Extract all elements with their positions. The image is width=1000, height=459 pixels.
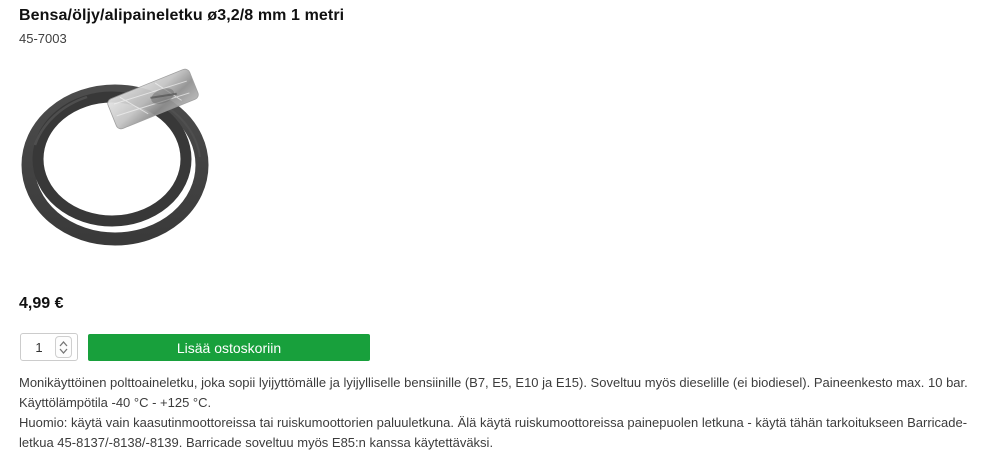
- purchase-row: [20, 333, 370, 361]
- product-title: Bensa/öljy/alipaineletku ø3,2/8 mm 1 metri: [19, 7, 345, 24]
- product-price: 4,99 €: [19, 295, 64, 312]
- add-to-cart-button[interactable]: Lisää ostoskoriin: [88, 334, 370, 361]
- quantity-spinner[interactable]: [55, 336, 72, 358]
- product-image: [17, 67, 219, 253]
- description-paragraph-2: Huomio: käytä vain kaasutinmoottoreissa tai ruiskumoottorien paluuletkuna. Älä käytä ruiskumoottoreissa painepuolen letkuna - käytä tähän tarkoitukseen Barricade-letkua 45-8137/-8138/-8139. Barricade soveltuu myös E85:n kanssa käytettäväksi.: [19, 415, 968, 450]
- description-paragraph-1: Monikäyttöinen polttoaineletku, joka sopii lyijyttömälle ja lyijylliselle bensiinille (B7, E5, E10 ja E15). Soveltuu myös dieselille (ei biodiesel). Paineenkesto max. 10 bar. Käyttölämpötila -40 °C - +125 °C.: [19, 375, 968, 410]
- product-description: [19, 373, 977, 453]
- hose-ring-image: [17, 67, 219, 253]
- chevron-down-icon: [59, 348, 68, 354]
- chevron-up-icon: [59, 341, 68, 347]
- product-sku: 45-7003: [19, 31, 67, 46]
- quantity-stepper: [20, 333, 78, 361]
- quantity-input[interactable]: [23, 336, 55, 358]
